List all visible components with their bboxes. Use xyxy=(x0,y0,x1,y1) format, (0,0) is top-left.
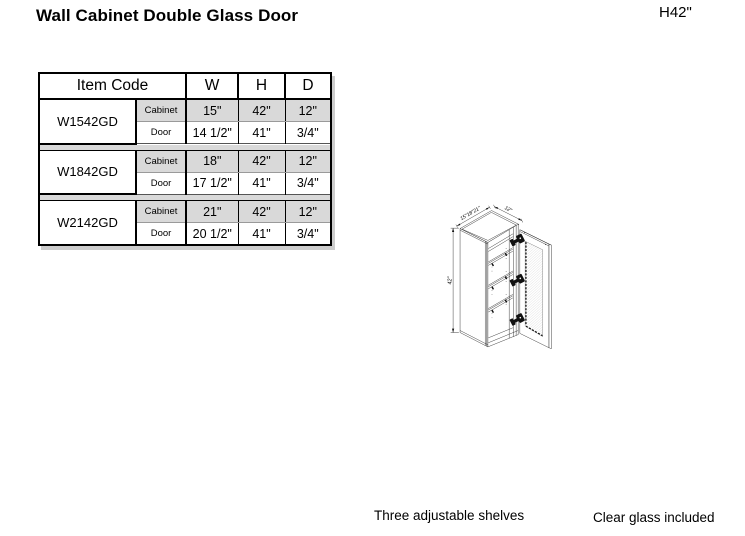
door-w: 17 1/2" xyxy=(186,172,238,194)
cabinet-d: 12" xyxy=(285,201,331,223)
door-d: 3/4" xyxy=(285,172,331,194)
cabinet-h: 42" xyxy=(238,201,285,223)
table-row xyxy=(39,99,331,122)
row-label-door: Door xyxy=(136,223,186,246)
row-label-cabinet: Cabinet xyxy=(136,201,186,223)
width-dim-label: 15"18"21" xyxy=(459,205,482,222)
size-spec-table xyxy=(38,72,332,246)
caption-adjustable-shelves: Three adjustable shelves xyxy=(374,508,525,523)
col-header-h: H xyxy=(238,73,285,99)
caption-clear-glass: Clear glass included xyxy=(593,510,715,525)
col-header-item-code: Item Code xyxy=(39,73,186,99)
cabinet-d: 12" xyxy=(285,150,331,172)
table-row xyxy=(39,201,331,223)
door-d: 3/4" xyxy=(285,122,331,144)
cabinet-h: 42" xyxy=(238,150,285,172)
cabinet-w: 21" xyxy=(186,201,238,223)
item-code-cell: W2142GD xyxy=(39,201,136,246)
door-h: 41" xyxy=(238,223,285,246)
table-row xyxy=(39,150,331,172)
door-w: 20 1/2" xyxy=(186,223,238,246)
cabinet-d: 12" xyxy=(285,99,331,122)
row-label-cabinet: Cabinet xyxy=(136,99,186,122)
dimension-height xyxy=(447,228,458,332)
door-w: 14 1/2" xyxy=(186,122,238,144)
cabinet-w: 15" xyxy=(186,99,238,122)
row-label-door: Door xyxy=(136,172,186,194)
door-h: 41" xyxy=(238,122,285,144)
cabinet-isometric-drawing xyxy=(440,95,745,505)
item-code-cell: W1542GD xyxy=(39,99,136,144)
col-header-w: W xyxy=(186,73,238,99)
cabinet-left-panel xyxy=(460,229,488,347)
depth-dim-label: 12" xyxy=(503,205,513,215)
overall-height-label: H42" xyxy=(659,4,692,21)
height-dim-label: 42" xyxy=(447,276,454,285)
col-header-d: D xyxy=(285,73,331,99)
cabinet-h: 42" xyxy=(238,99,285,122)
cabinet-w: 18" xyxy=(186,150,238,172)
door-d: 3/4" xyxy=(285,223,331,246)
row-label-cabinet: Cabinet xyxy=(136,150,186,172)
row-label-door: Door xyxy=(136,122,186,144)
page-title: Wall Cabinet Double Glass Door xyxy=(36,6,299,25)
item-code-cell: W1842GD xyxy=(39,150,136,194)
door-h: 41" xyxy=(238,172,285,194)
